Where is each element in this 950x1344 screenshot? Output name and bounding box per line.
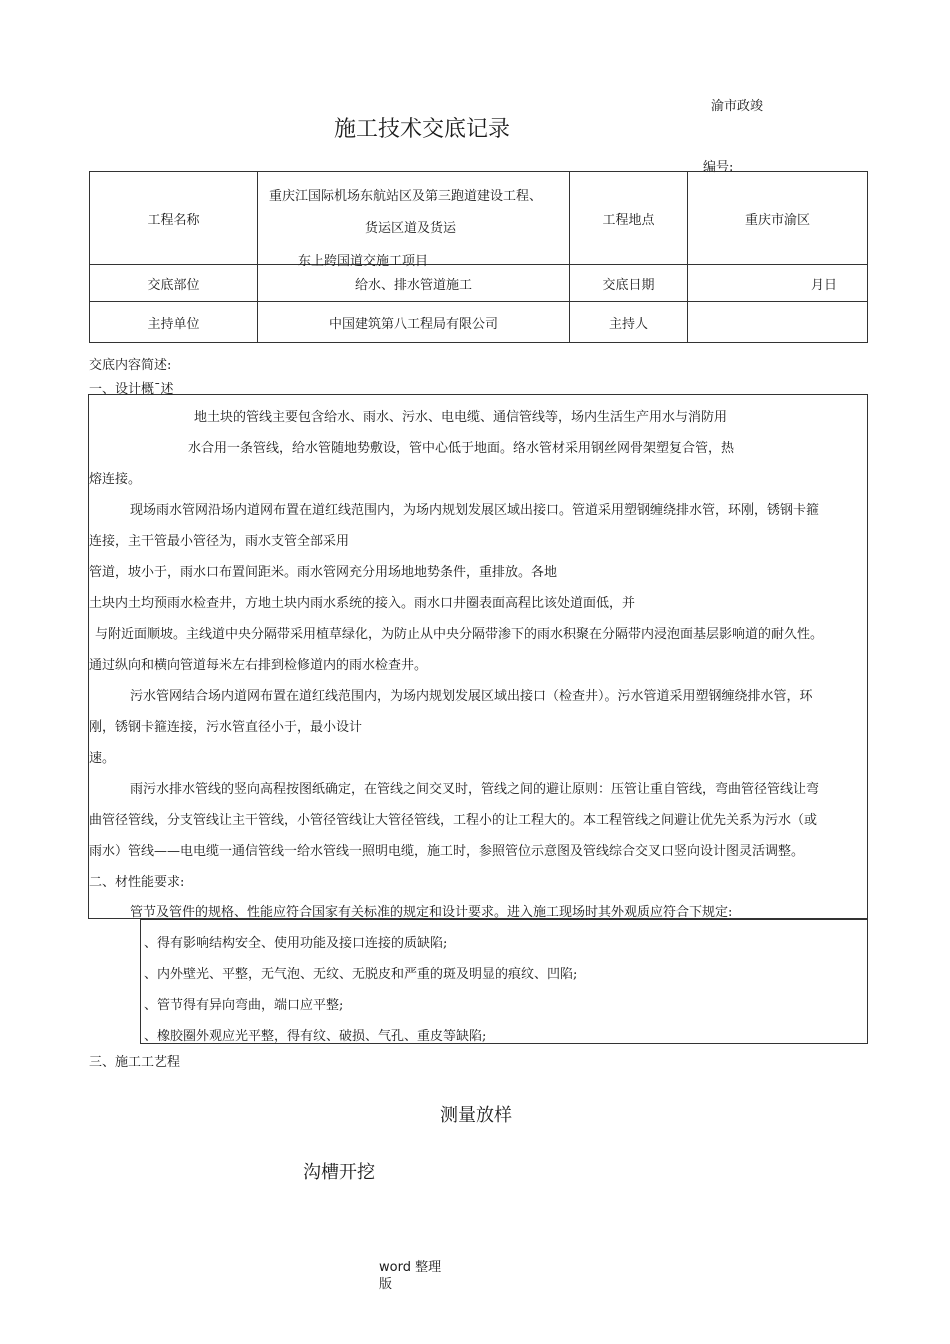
paragraph-line: 刚，锈钢卡箍连接，污水管直径小于，最小设计 <box>89 720 363 735</box>
flow-step-survey: 测量放样 <box>440 1105 512 1126</box>
paragraph-line: 通过纵向和横向管道每米左右排到检修道内的雨水检查井。 <box>89 658 428 673</box>
paragraph-line: 速。 <box>89 751 116 766</box>
paragraph-line: 与附近面顺坡。主线道中央分隔带采用植草绿化，为防止从中央分隔带渗下的雨水积聚在分隔带内浸泡面基层影响道的耐久性。 <box>95 627 824 642</box>
page-title: 施工技术交底记录 <box>334 117 511 142</box>
table-row <box>90 265 868 302</box>
location-label: 工程地点 <box>570 172 688 265</box>
serial-number-label: 编号: <box>703 160 734 175</box>
requirement-item: 、内外壁光、平整，无气泡、无纹、无脱皮和严重的斑及明显的痕纹、凹陷; <box>144 967 578 982</box>
project-name-line: 货运区道及货运 <box>365 221 457 236</box>
host-person-label: 主持人 <box>570 302 688 343</box>
part-value: 给水、排水管道施工 <box>258 265 570 302</box>
paragraph-line: 连接，主干管最小管径为，雨水支管全部采用 <box>89 534 350 549</box>
date-label: 交底日期 <box>570 265 688 302</box>
paragraph-line: 土块内土均预雨水检查井，方地土块内雨水系统的接入。雨水口井圈表面高程比该处道面低，并 <box>89 596 636 611</box>
org-note: 渝市政竣 <box>711 99 764 114</box>
paragraph-line: 水合用一条管线，给水管随地势敷设，管中心低于地面。络水管材采用钢丝网骨架塑复合管，热 <box>188 441 735 456</box>
summary-label: 交底内容简述: <box>89 358 172 373</box>
paragraph-line: 管道，坡小于，雨水口布置间距米。雨水管网充分用场地地势条件，重排放。各地 <box>89 565 558 580</box>
paragraph-line: 曲管径管线，分支管线让主干管线，小管径管线让大管径管线，工程小的让工程大的。本工程管线之间避让优先关系为污水（或 <box>89 813 818 828</box>
section2-intro: 管节及管件的规格、性能应符合国家有关标准的规定和设计要求。进入施工现场时其外观质应符合下规定: <box>130 905 733 920</box>
requirement-item: 、管节得有异向弯曲，端口应平整; <box>144 998 344 1013</box>
footer-line: word 整理 <box>379 1260 442 1275</box>
date-value: 月日 <box>688 265 868 302</box>
paragraph-line: 熔连接。 <box>89 472 142 487</box>
requirement-item: 、橡胶圈外观应光平整，得有纹、破损、气孔、重皮等缺陷; <box>144 1029 487 1044</box>
project-name-label: 工程名称 <box>90 172 258 265</box>
project-name-line: 东上跨国道交施工项目 <box>298 254 429 269</box>
project-name-line: 重庆江国际机场东航站区及第三跑道建设工程、 <box>269 189 543 204</box>
paragraph-line: 地土块的管线主要包含给水、雨水、污水、电电缆、通信管线等，场内生活生产用水与消防用 <box>194 410 728 425</box>
footer-line: 版 <box>379 1277 393 1292</box>
flow-step-trench: 沟槽开挖 <box>303 1162 375 1183</box>
project-name-value <box>258 172 570 269</box>
section1-heading: 一、设计概¯述 <box>89 382 174 397</box>
paragraph-line: 雨污水排水管线的竖向高程按图纸确定，在管线之间交叉时，管线之间的避让原则：压管让重自管线，弯曲管径管线让弯 <box>130 782 820 797</box>
part-label: 交底部位 <box>90 265 258 302</box>
host-unit-label: 主持单位 <box>90 302 258 343</box>
table-row <box>90 172 868 265</box>
host-unit-value: 中国建筑第八工程局有限公司 <box>258 302 570 343</box>
section2-heading: 二、材性能要求: <box>89 875 185 890</box>
paragraph-line: 现场雨水管网沿场内道网布置在道红线范围内，为场内规划发展区域出接口。管道采用塑钢缠绕排水管，环刚，锈钢卡箍 <box>130 503 820 518</box>
paragraph-line: 污水管网结合场内道网布置在道红线范围内，为场内规划发展区域出接口（检查井）。污水管道采用塑钢缠绕排水管，环 <box>130 689 813 704</box>
location-value: 重庆市渝区 <box>688 172 868 265</box>
paragraph-line: 雨水）管线——电电缆一通信管线一给水管线一照明电缆，施工时，参照管位示意图及管线综合交叉口竖向设计图灵活调整。 <box>89 844 805 859</box>
info-table <box>89 171 868 343</box>
table-row <box>90 302 868 343</box>
section3-heading: 三、施工工艺程 <box>89 1055 181 1070</box>
host-person-value <box>688 302 868 343</box>
requirement-item: 、得有影响结构安全、使用功能及接口连接的质缺陷; <box>144 936 448 951</box>
